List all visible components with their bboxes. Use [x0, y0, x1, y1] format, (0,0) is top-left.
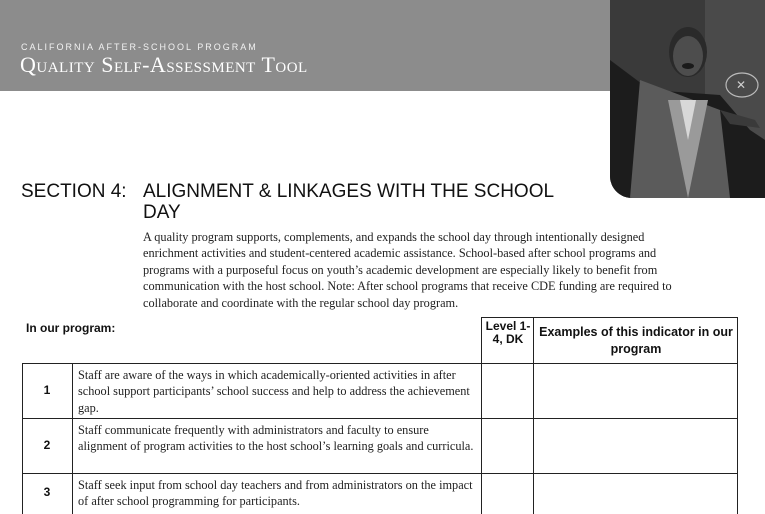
row-number: 1 — [43, 383, 51, 397]
table-header-top — [481, 317, 737, 318]
program-name: CALIFORNIA AFTER-SCHOOL PROGRAM — [21, 42, 258, 52]
row-number: 2 — [43, 438, 51, 452]
table-lead: In our program: — [26, 321, 116, 335]
section-title: ALIGNMENT & LINKAGES WITH THE SCHOOL DAY — [143, 181, 554, 223]
tool-title: Quality Self-Assessment Tool — [20, 52, 308, 77]
teacher-photo — [610, 0, 765, 198]
section-intro: A quality program supports, complements, and expands the school day through intentionally designed enrichment activities and student-centered academic assistance. School-based after school programs and programs with a purposeful focus on youth’s academic development are especially likely to benefit from communication with the host school. Note: After school programs that receive CDE funding are required to collaborate and coordinate with the regular school day program. — [143, 230, 672, 310]
row-indicator-text: Staff seek input from school day teachers and from administrators on the impact of after school programming for participants. — [78, 478, 473, 509]
svg-text:✕: ✕ — [736, 78, 747, 92]
table-header-bottom — [22, 363, 737, 364]
examples-header: Examples of this indicator in our program — [539, 325, 733, 356]
row-divider — [22, 418, 737, 419]
row-divider — [22, 473, 737, 474]
section-number: SECTION 4: — [21, 181, 127, 202]
level-column-left — [481, 317, 482, 514]
num-column-border — [72, 363, 73, 514]
table-right-border — [737, 317, 738, 514]
row-indicator-text: Staff communicate frequently with administrators and faculty to ensure alignment of program activities to the host school’s learning goals and curricula. — [78, 423, 474, 454]
row-indicator-text: Staff are aware of the ways in which academically-oriented activities in after school support participants’ school success and help to address the achievement gap. — [78, 368, 470, 415]
level-header: Level 1-4, DK — [485, 319, 531, 346]
row-number: 3 — [43, 485, 51, 499]
level-column-right — [533, 317, 534, 514]
teacher-photo-image — [610, 0, 765, 198]
